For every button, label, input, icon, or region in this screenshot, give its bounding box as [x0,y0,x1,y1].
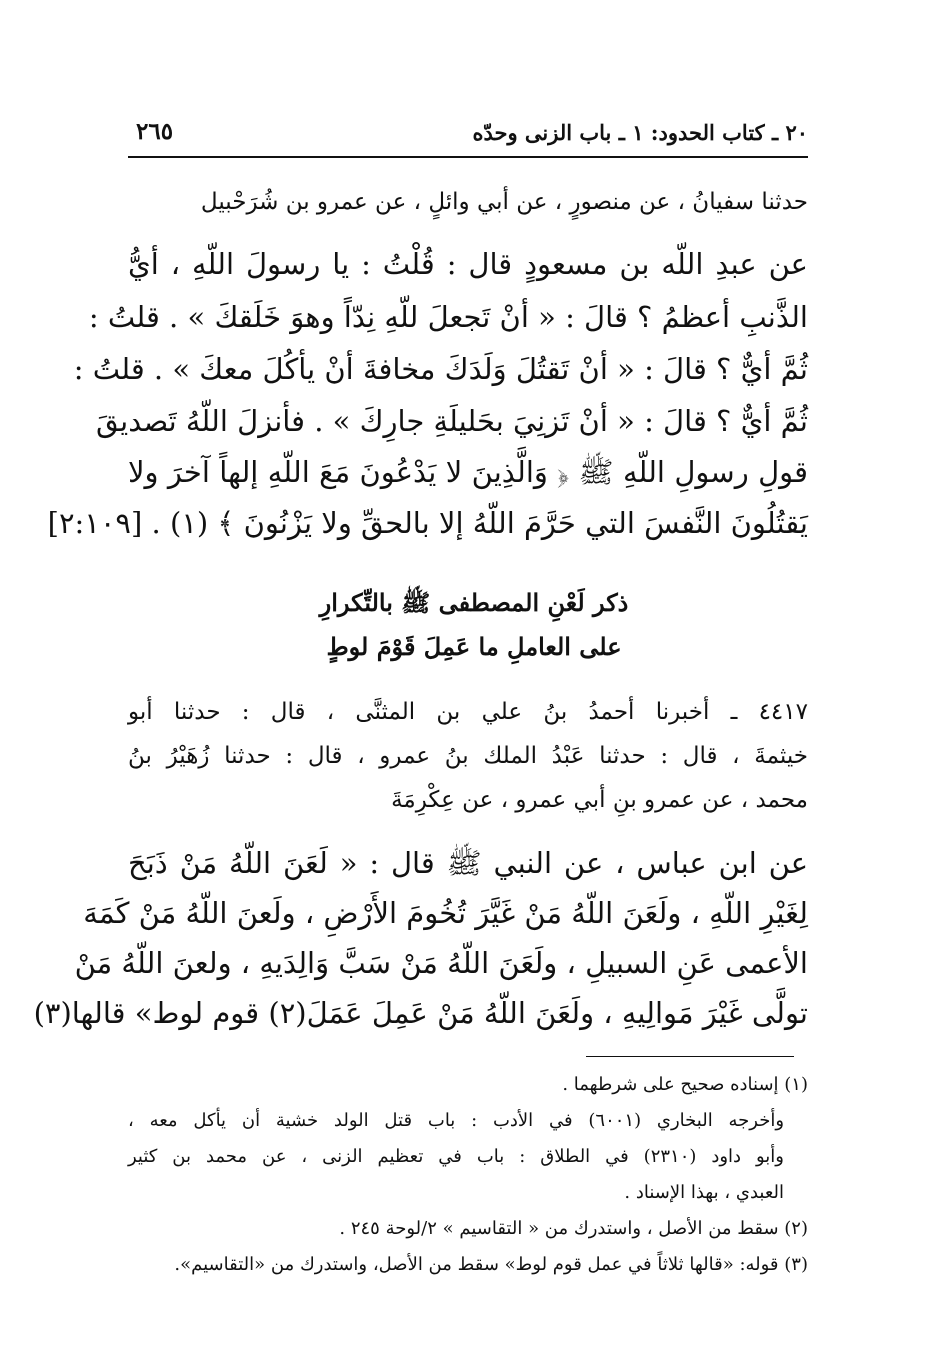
hadith-line: الأعمى عَنِ السبيلِ ، ولَعَنَ اللّهُ مَنْ سَبَّ وَالِدَيهِ ، ولعنَ اللّهُ مَنْ [74,946,808,980]
hadith-line: الذَّنبِ أعظمُ ؟ قالَ : « أنْ تَجعلَ للّهِ نِدّاً وهوَ خَلَقكَ » . قلتُ : [88,300,808,334]
hadith-line: لِغَيْرِ اللّهِ ، ولَعَنَ اللّهُ مَنْ غَيَّرَ تُخُومَ الأَرْضِ ، ولَعنَ اللّهُ مَنْ كَمَهَ [83,896,808,930]
hadith-line: عن ابن عباس ، عن النبي ﷺ قال : « لَعَنَ اللّهُ مَنْ ذَبَحَ [128,846,808,880]
section-heading: على العاملِ ما عَمِلَ قَوْمَ لوطٍ [326,632,622,661]
hadith-line: تولَّى غَيْرَ مَوالِيهِ ، ولَعَنَ اللّهُ مَنْ عَمِلَ عَمَلَ(٢) قوم لوط» قالها(٣) [33,996,808,1030]
footnote-1: (١) إسناده صحيح على شرطهما . [562,1074,808,1095]
footnote-1-continuation: وأخرجه البخاري (٦٠٠١) في الأدب : باب قتل الولد خشية أن يأكل معه ، [128,1110,785,1131]
page-header [128,118,808,158]
isnad-line: خيثمةَ ، قال : حدثنا عَبْدُ الملك بنُ عمرو ، قال : حدثنا زُهَيْرُ بنُ [128,743,808,769]
page-number: ٢٦٥ [136,118,174,145]
section-heading: ذكر لَعْنِ المصطفى ﷺ بالتِّكرارِ [319,588,629,617]
hadith-line: عن عبدِ اللّه بن مسعودٍ قال : قُلْتُ : يا رسولَ اللّهِ ، أيُّ [128,247,808,281]
footnote-1-continuation: العبدي ، بهذا الإسناد . [624,1182,784,1203]
isnad-line: محمد ، عن عمرو بنِ أبي عمرو ، عن عِكْرِمَةَ [391,787,808,813]
chapter-title: ٢٠ ـ كتاب الحدود: ١ ـ باب الزنى وحدّه [472,120,808,145]
hadith-line: يَقتُلُونَ النَّفسَ التي حَرَّمَ اللّهُ إلا بالحقِّ ولا يَزْنُونَ ﴾ (١) . [٢:١٠٩] [47,506,808,540]
hadith-line: قولِ رسولِ اللّهِ ﷺ ﴿ وَالَّذِينَ لا يَدْعُونَ مَعَ اللّهِ إلهاً آخرَ ولا [128,455,808,489]
isnad-line: حدثنا سفيانُ ، عن منصورٍ ، عن أبي وائلٍ ، عن عمرو بن شُرَحْبيل [200,189,808,215]
footnote-3: (٣) قوله: «قالها ثلاثاً في عمل قوم لوط» سقط من الأصل، واستدرك من «التقاسيم». [174,1254,808,1275]
footnote-1-continuation: وأبو داود (٢٣١٠) في الطلاق : باب في تعظيم الزنى ، عن محمد بن كثير [128,1146,784,1167]
hadith-number-isnad: ٤٤١٧ ـ أخبرنا أحمدُ بنُ علي بن المثنَّى ، قال : حدثنا أبو [128,699,808,725]
hadith-line: ثُمَّ أيٌّ ؟ قالَ : « أنْ تَقتُلَ وَلَدَكَ مخافةَ أنْ يأكُلَ معكَ » . قلتُ : [73,352,808,386]
footnote-divider [586,1056,794,1057]
footnote-2: (٢) سقط من الأصل ، واستدرك من « التقاسيم » ٢/لوحة ٢٤٥ . [339,1218,808,1239]
hadith-line: ثُمَّ أيٌّ ؟ قالَ : « أنْ تَزنِيَ بحَليلَةِ جارِكَ » . فأنزلَ اللّهُ تَصديقَ [95,404,808,438]
